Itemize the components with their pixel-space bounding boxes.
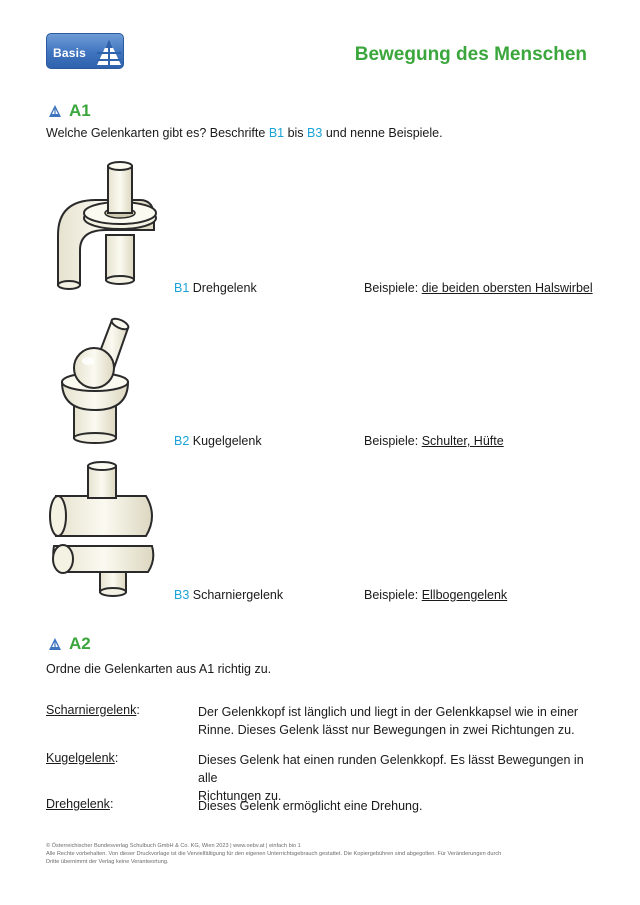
page-title: Bewegung des Menschen <box>354 44 587 65</box>
examples-label: Beispiele: <box>364 434 422 448</box>
desc-line: Der Gelenkkopf ist länglich und liegt in der Gelenkkapsel wie in einer <box>198 705 579 719</box>
examples-answer: die beiden obersten Halswirbel <box>421 281 593 295</box>
instruction-text: bis <box>284 126 308 140</box>
hinge-joint-icon <box>44 460 164 600</box>
desc-line: Dieses Gelenk ermöglicht eine Drehung. <box>198 799 423 813</box>
joint-b1-label <box>174 281 257 295</box>
footer-line: Dritte übernimmt der Verlag keine Verantwortung. <box>46 859 169 865</box>
term-colon: : <box>114 751 119 765</box>
level-pyramid-icon <box>48 104 62 118</box>
basis-logo <box>46 33 124 69</box>
section-a2-label: A2 <box>69 634 91 653</box>
joint-b2-label <box>174 434 262 448</box>
instruction-text: Welche Gelenkarten gibt es? Beschrifte <box>46 126 269 140</box>
joint-b3-label <box>174 588 283 602</box>
joint-name: Drehgelenk <box>189 281 257 295</box>
a2-desc-hinge <box>198 703 598 739</box>
examples-answer: Schulter, Hüfte <box>421 434 504 448</box>
term-colon: : <box>109 797 114 811</box>
desc-line: Rinne. Dieses Gelenk lässt nur Bewegungen in zwei Richtungen zu. <box>198 723 575 737</box>
joint-b1-examples <box>364 281 593 295</box>
logo-text: Basis <box>53 46 87 60</box>
a2-instruction: Ordne die Gelenkarten aus A1 richtig zu. <box>46 662 272 676</box>
joint-code: B2 <box>174 434 190 448</box>
term-name: Kugelgelenk <box>46 751 115 765</box>
joint-code: B1 <box>174 281 190 295</box>
b3-ref: B3 <box>307 126 323 140</box>
section-a1-heading <box>48 100 91 122</box>
joint-name: Kugelgelenk <box>189 434 262 448</box>
joint-code: B3 <box>174 588 190 602</box>
level-pyramid-icon <box>48 637 62 651</box>
examples-answer: Ellbogengelenk <box>421 588 508 602</box>
footer-line: Alle Rechte vorbehalten. Von dieser Druckvorlage ist die Vervielfältigung für den eigenen Unterrichtsgebrauch gestattet. Die Kopiergebühren sind abgegolten. Für Veränderungen durch <box>46 851 502 857</box>
a1-instruction <box>46 126 443 140</box>
a2-term-hinge <box>46 703 140 717</box>
a2-term-pivot <box>46 797 113 811</box>
joint-b3-examples <box>364 588 507 602</box>
pivot-joint-icon <box>44 160 164 295</box>
joint-name: Scharniergelenk <box>189 588 284 602</box>
footer-line: © Österreichischer Bundesverlag Schulbuch GmbH & Co. KG, Wien 2023 | www.oebv.at | einfach bio 1 <box>46 843 301 849</box>
level-pyramid-icon <box>95 36 123 68</box>
b1-ref: B1 <box>268 126 285 140</box>
a2-desc-pivot <box>198 797 598 815</box>
term-name: Drehgelenk <box>46 797 110 811</box>
section-a1-label: A1 <box>69 101 91 120</box>
copyright-footer <box>46 842 586 866</box>
a2-term-ball <box>46 751 118 765</box>
desc-line: Dieses Gelenk hat einen runden Gelenkkopf. Es lässt Bewegungen in alle <box>198 753 584 785</box>
section-a2-heading <box>48 633 91 655</box>
examples-label: Beispiele: <box>364 588 422 602</box>
desc-line: Richtungen zu. <box>198 789 282 803</box>
ball-joint-icon <box>44 310 144 450</box>
term-colon: : <box>136 703 140 717</box>
term-name: Scharniergelenk <box>46 703 137 717</box>
joint-b2-examples <box>364 434 504 448</box>
examples-label: Beispiele: <box>364 281 422 295</box>
instruction-text: und nenne Beispiele. <box>322 126 443 140</box>
